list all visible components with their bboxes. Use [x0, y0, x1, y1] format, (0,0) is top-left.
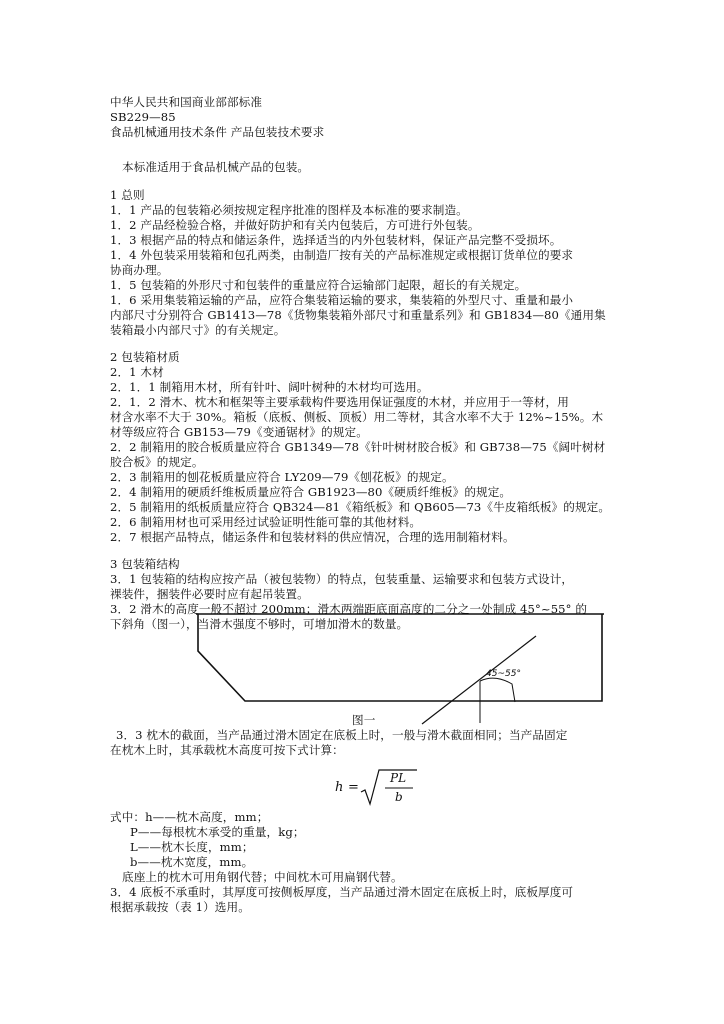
where-line: P——每根枕木承受的重量，kg； — [130, 825, 305, 839]
standard-code: SB229—85 — [110, 110, 176, 124]
intro-paragraph: 本标准适用于食品机械产品的包装。 — [122, 160, 310, 174]
section-2-line: 2．1．1 制箱用木材，所有针叶、阔叶树种的木材均可选用。 — [110, 380, 429, 394]
section-3-line: 3．4 底板不承重时，其厚度可按侧板厚度，当产品通过滑木固定在底板上时，底板厚度可 — [110, 885, 574, 899]
section-2-line: 2．6 制箱用材也可采用经过试验证明性能可靠的其他材料。 — [110, 515, 422, 529]
where-line: b——枕木宽度，mm。 — [130, 855, 254, 869]
where-line: L——枕木长度，mm； — [130, 840, 254, 854]
section-1-line: 1．5 包装箱的外形尺寸和包装件的重量应符合运输部门起限，超长的有关规定。 — [110, 278, 527, 292]
angle-label: 45~55° — [486, 669, 521, 679]
section-2-line: 材等级应符合 GB153—79《变通锯材》的规定。 — [110, 425, 368, 439]
section-3-line: 在枕木上时，其承载枕木高度可按下式计算： — [110, 743, 344, 757]
section-3-heading: 3 包装箱结构 — [110, 557, 180, 571]
section-1-line: 1．3 根据产品的特点和储运条件，选择适当的内外包装材料，保证产品完整不受损坏。 — [110, 233, 562, 247]
section-2-line: 2．4 制箱用的硬质纤维板质量应符合 GB1923—80《硬质纤维板》的规定。 — [110, 485, 512, 499]
formula — [330, 766, 420, 810]
where-line: 式中：h——枕木高度，mm； — [110, 810, 269, 824]
formula-denominator: b — [395, 790, 403, 804]
figure-skid-diagram — [190, 606, 610, 726]
section-3-line: 裸装件，捆装件必要时应有起吊装置。 — [110, 587, 309, 601]
skid-outline — [198, 614, 602, 701]
where-line: 底座上的枕木可用角钢代替；中间枕木可用扁钢代替。 — [122, 870, 403, 884]
sqrt-sign — [359, 768, 419, 808]
section-1-line: 1．6 采用集装箱运输的产品，应符合集装箱运输的要求，集装箱的外型尺寸、重量和最小 — [110, 293, 574, 307]
section-1-line: 1．4 外包装采用装箱和包孔两类，由制造厂按有关的产品标准规定或根据订货单位的要求 — [110, 248, 574, 262]
standard-title: 食品机械通用技术条件 产品包装技术要求 — [110, 125, 325, 139]
section-3-line: 3．2 滑木的高度一般不超过 200mm；滑木两端距底面高度的二分之一处制成 45°~55° 的 — [110, 602, 588, 616]
section-2-line: 2．1．2 滑木、枕木和框架等主要承载构件要选用保证强度的木材，并应用于一等材，用 — [110, 395, 569, 409]
angle-arc — [480, 678, 515, 702]
section-1-line: 1．2 产品经检验合格，并做好防护和有关内包装后，方可进行外包装。 — [110, 218, 480, 232]
figure-caption: 图一 — [352, 713, 376, 727]
section-1-line: 内部尺寸分别符合 GB1413—78《货物集装箱外部尺寸和重量系列》和 GB1834—80《通用集 — [110, 308, 606, 322]
section-2-line: 2．1 木材 — [110, 365, 164, 379]
section-2-line: 2．5 制箱用的纸板质量应符合 QB324—81《箱纸板》和 QB605—73《牛皮箱纸板》的规定。 — [110, 500, 611, 514]
section-1-line: 装箱最小内部尺寸》的有关规定。 — [110, 323, 286, 337]
section-1-line: 1．1 产品的包装箱必须按规定程序批准的图样及本标准的要求制造。 — [110, 203, 468, 217]
section-1-line: 协商办理。 — [110, 263, 169, 277]
section-1-heading: 1 总则 — [110, 188, 145, 202]
section-2-line: 胶合板》的规定。 — [110, 455, 204, 469]
section-3-line: 3．3 枕木的截面，当产品通过滑木固定在底板上时，一般与滑木截面相同；当产品固定 — [116, 728, 568, 742]
formula-lhs: h — [335, 780, 344, 795]
formula-equals: = — [348, 780, 359, 795]
section-2-line: 材含水率不大于 30%。箱板（底板、侧板、顶板）用二等材，其含水率不大于 12%~15%。木 — [110, 410, 604, 424]
section-2-line: 2．2 制箱用的胶合板质量应符合 GB1349—78《针叶树材胶合板》和 GB738—75《阔叶树材 — [110, 440, 606, 454]
section-3-line: 下斜角（图一），当滑木强度不够时，可增加滑木的数量。 — [110, 617, 409, 631]
section-2-line: 2．7 根据产品特点，储运条件和包装材料的供应情况，合理的选用制箱材料。 — [110, 530, 515, 544]
section-2-heading: 2 包装箱材质 — [110, 350, 180, 364]
section-3-line: 根据承载按（表 1）选用。 — [110, 900, 250, 914]
section-3-line: 3．1 包装箱的结构应按产品（被包装物）的特点，包装重量、运输要求和包装方式设计， — [110, 572, 574, 586]
section-2-line: 2．3 制箱用的刨花板质量应符合 LY209—79《刨花板》的规定。 — [110, 470, 454, 484]
formula-numerator: PL — [390, 771, 407, 785]
angle-reference-line — [422, 636, 536, 724]
standard-org: 中华人民共和国商业部部标准 — [110, 95, 263, 109]
